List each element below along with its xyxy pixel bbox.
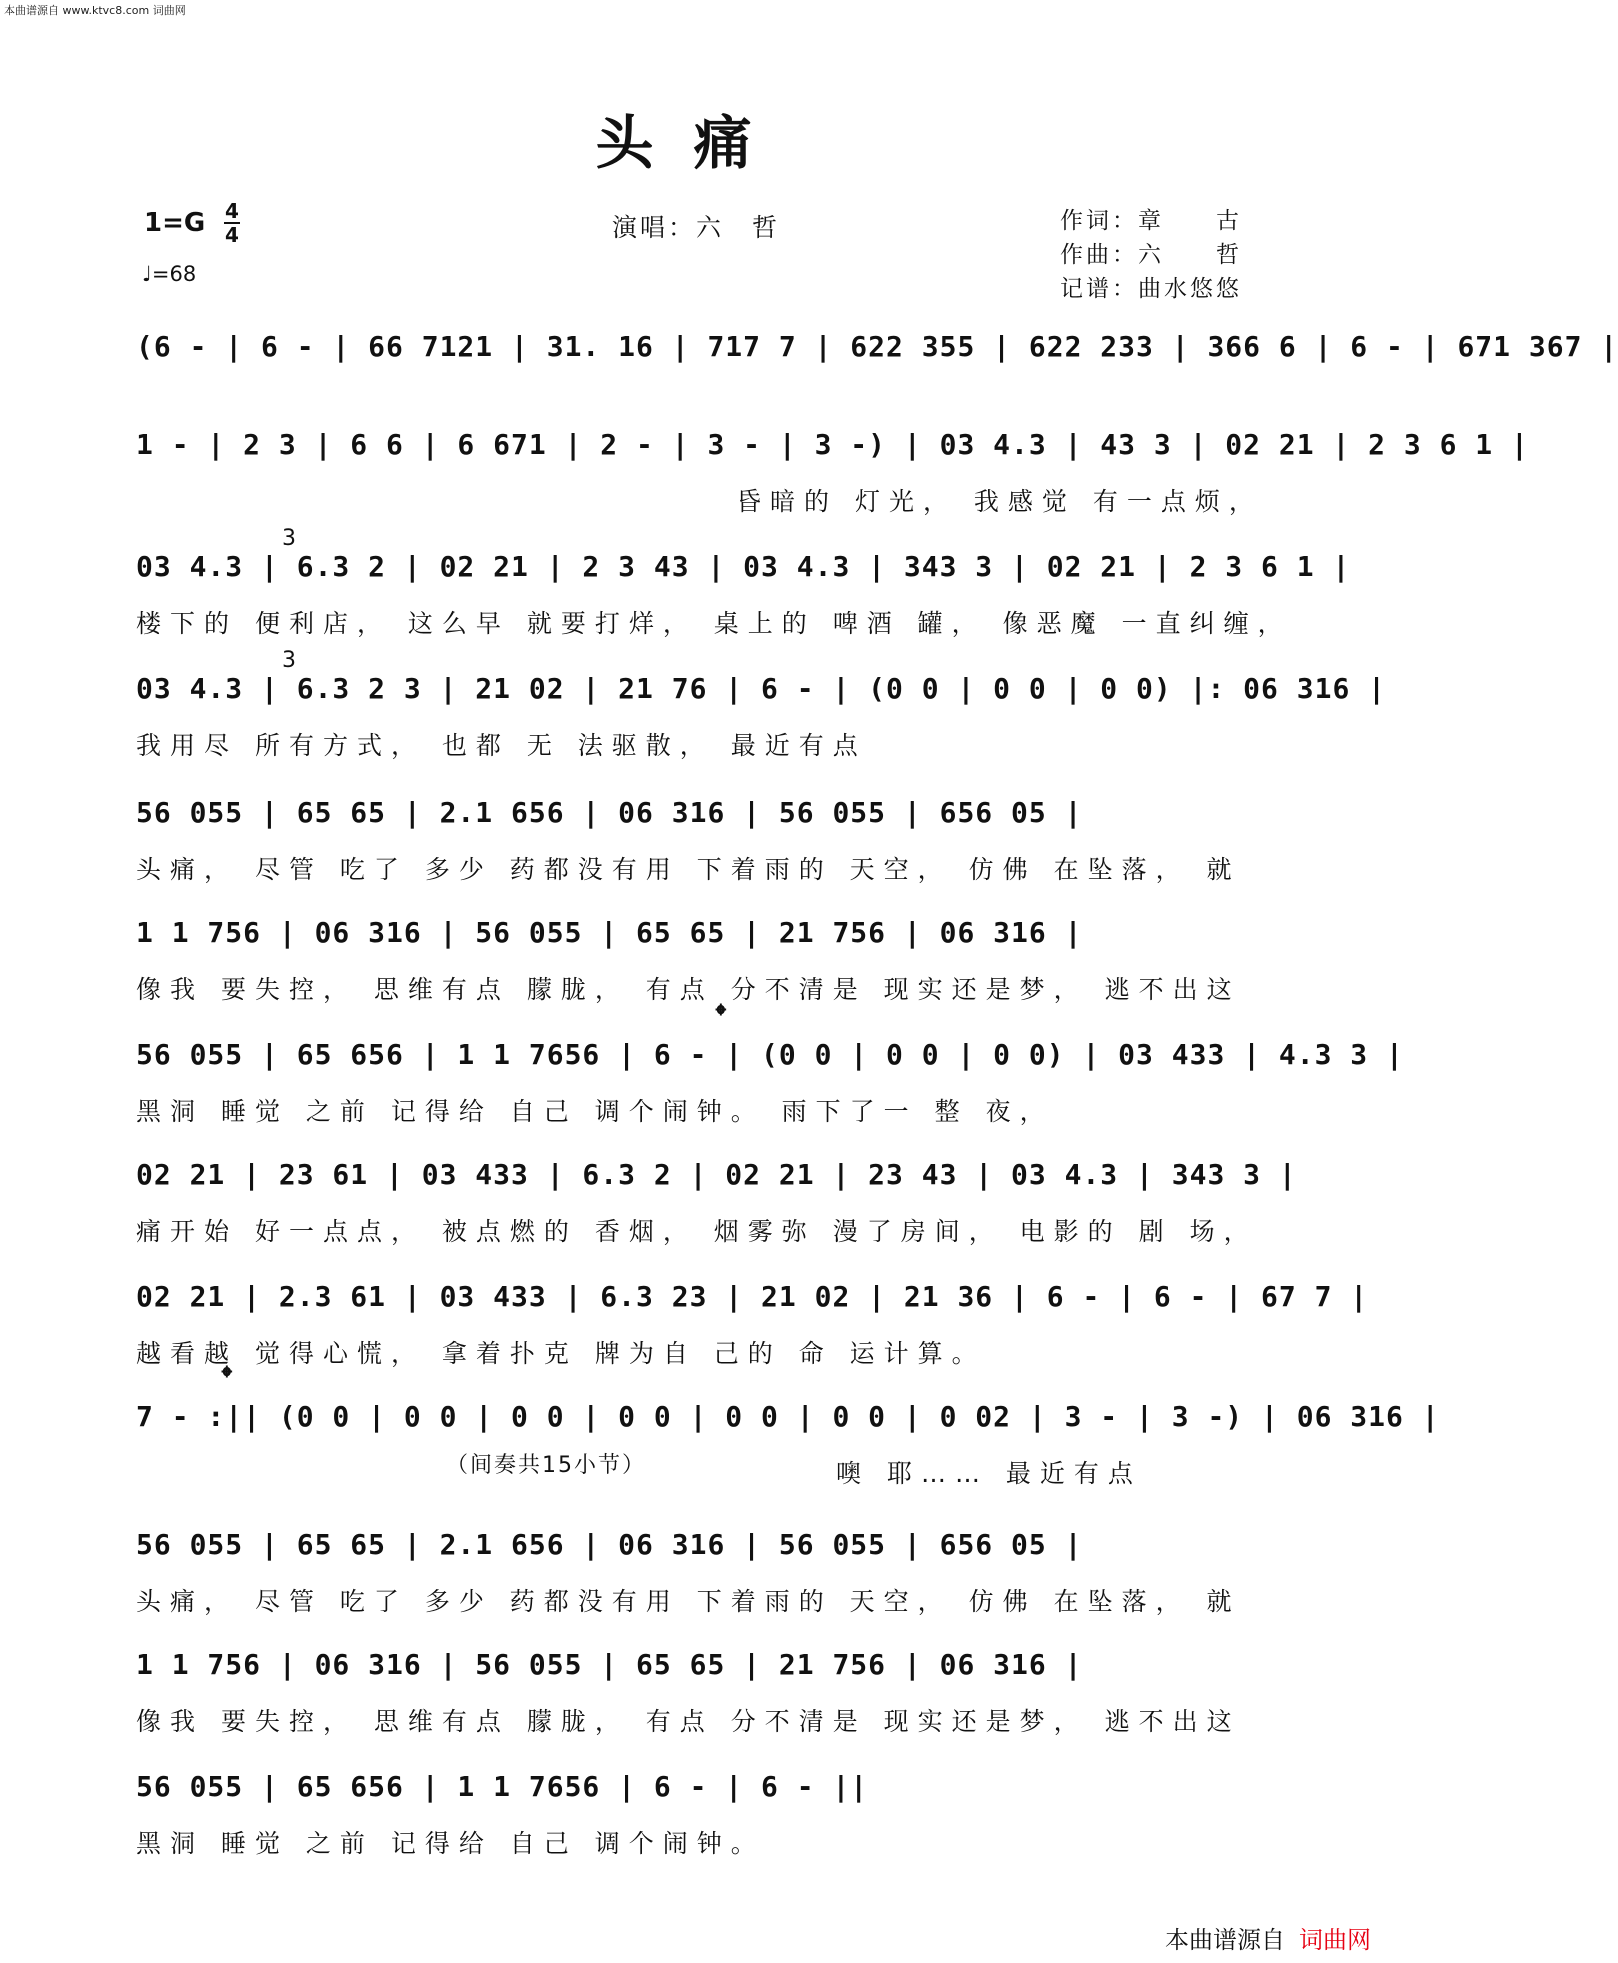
site-footer xyxy=(1165,1920,1371,1955)
notation-line: 56 055 | 65 656 | 1 1 7656 | 6 - | 6 - || xyxy=(136,1770,869,1803)
notation-line: 56 055 | 65 65 | 2.1 656 | 06 316 | 56 055 | 656 05 | xyxy=(136,1528,1083,1561)
lyric-line: 像我 要失控， 思维有点 朦胧， 有点 分不清是 现实还是梦， 逃不出这 xyxy=(136,1707,1241,1736)
lyric-line: 楼下的 便利店， 这么早 就要打烊， 桌上的 啤酒 罐， 像恶魔 一直纠缠， xyxy=(136,609,1292,638)
site-watermark-top: 本曲谱源自 www.ktvc8.com 词曲网 xyxy=(4,4,186,17)
notation-line: 1 - | 2 3 | 6 6 | 6 671 | 2 - | 3 - | 3 -) | 03 4.3 | 43 3 | 02 21 | 2 3 6 1 | xyxy=(136,428,1529,461)
interlude-note: （间奏共15小节） xyxy=(446,1453,646,1478)
time-signature-bottom: 4 xyxy=(225,223,239,247)
lyric-line: 像我 要失控， 思维有点 朦胧， 有点 分不清是 现实还是梦， 逃不出这 xyxy=(136,975,1241,1004)
meter-change-mark: 3 xyxy=(282,526,298,551)
lyric-line: 我用尽 所有方式， 也都 无 法驱散， 最近有点 xyxy=(136,731,867,760)
notation-line: 1 1 756 | 06 316 | 56 055 | 65 65 | 21 756 | 06 316 | xyxy=(136,916,1083,949)
song-title: 头痛 xyxy=(595,109,792,177)
lyric-line: 噢 耶…… 最近有点 xyxy=(836,1459,1142,1488)
lyric-line: 头痛， 尽管 吃了 多少 药都没有用 下着雨的 天空， 仿佛 在坠落， 就 xyxy=(136,1587,1241,1616)
meter-change-mark: 3 xyxy=(282,648,298,673)
time-signature-top: 4 xyxy=(225,199,239,223)
lyric-line: 痛开始 好一点点， 被点燃的 香烟， 烟雾弥 漫了房间， 电影的 剧 场， xyxy=(136,1217,1258,1246)
coda-sign: 𝄌 xyxy=(716,998,726,1031)
lyric-line: 黑洞 睡觉 之前 记得给 自己 调个闹钟。 xyxy=(136,1829,765,1858)
notation-line: 1 1 756 | 06 316 | 56 055 | 65 65 | 21 756 | 06 316 | xyxy=(136,1648,1083,1681)
credits-block xyxy=(1060,204,1242,306)
notation-line: 7 - :|| (0 0 | 0 0 | 0 0 | 0 0 | 0 0 | 0 0 | 0 02 | 3 - | 3 -) | 06 316 | xyxy=(136,1400,1440,1433)
lyricist-credit: 作词：章 古 xyxy=(1060,208,1242,234)
notation-line: 56 055 | 65 656 | 1 1 7656 | 6 - | (0 0 | 0 0 | 0 0) | 03 433 | 4.3 3 | xyxy=(136,1038,1404,1071)
notation-line: 56 055 | 65 65 | 2.1 656 | 06 316 | 56 055 | 656 05 | xyxy=(136,796,1083,829)
coda-sign: 𝄌 xyxy=(222,1360,232,1393)
tempo-marking: ♩=68 xyxy=(142,262,197,286)
lyric-line: 黑洞 睡觉 之前 记得给 自己 调个闹钟。 雨下了一 整 夜， xyxy=(136,1097,1054,1126)
key-signature: 1=G xyxy=(144,208,206,238)
lyric-line: 越看越 觉得心慌， 拿着扑克 牌为自 己的 命 运计算。 xyxy=(136,1339,986,1368)
footer-site-name[interactable]: 词曲网 xyxy=(1299,1926,1371,1954)
lyric-line: 昏暗的 灯光， 我感觉 有一点烦， xyxy=(736,487,1263,516)
notation-line: (6 - | 6 - | 66 7121 | 31. 16 | 717 7 | 622 355 | 622 233 | 366 6 | 6 - | 671 367 | xyxy=(136,330,1618,363)
composer-credit: 作曲：六 哲 xyxy=(1060,242,1242,268)
notation-line: 03 4.3 | 6.3 2 3 | 21 02 | 21 76 | 6 - | (0 0 | 0 0 | 0 0) |: 06 316 | xyxy=(136,672,1387,705)
footer-source-label: 本曲谱源自 xyxy=(1165,1926,1285,1954)
lyric-line: 头痛， 尽管 吃了 多少 药都没有用 下着雨的 天空， 仿佛 在坠落， 就 xyxy=(136,855,1241,884)
singer-credit: 演唱：六 哲 xyxy=(612,213,781,242)
transcriber-credit: 记谱：曲水悠悠 xyxy=(1060,276,1242,302)
notation-line: 02 21 | 2.3 61 | 03 433 | 6.3 23 | 21 02 | 21 36 | 6 - | 6 - | 67 7 | xyxy=(136,1280,1369,1313)
notation-line: 02 21 | 23 61 | 03 433 | 6.3 2 | 02 21 | 23 43 | 03 4.3 | 343 3 | xyxy=(136,1158,1297,1191)
time-signature xyxy=(224,200,240,246)
notation-line: 03 4.3 | 6.3 2 | 02 21 | 2 3 43 | 03 4.3 | 343 3 | 02 21 | 2 3 6 1 | xyxy=(136,550,1351,583)
